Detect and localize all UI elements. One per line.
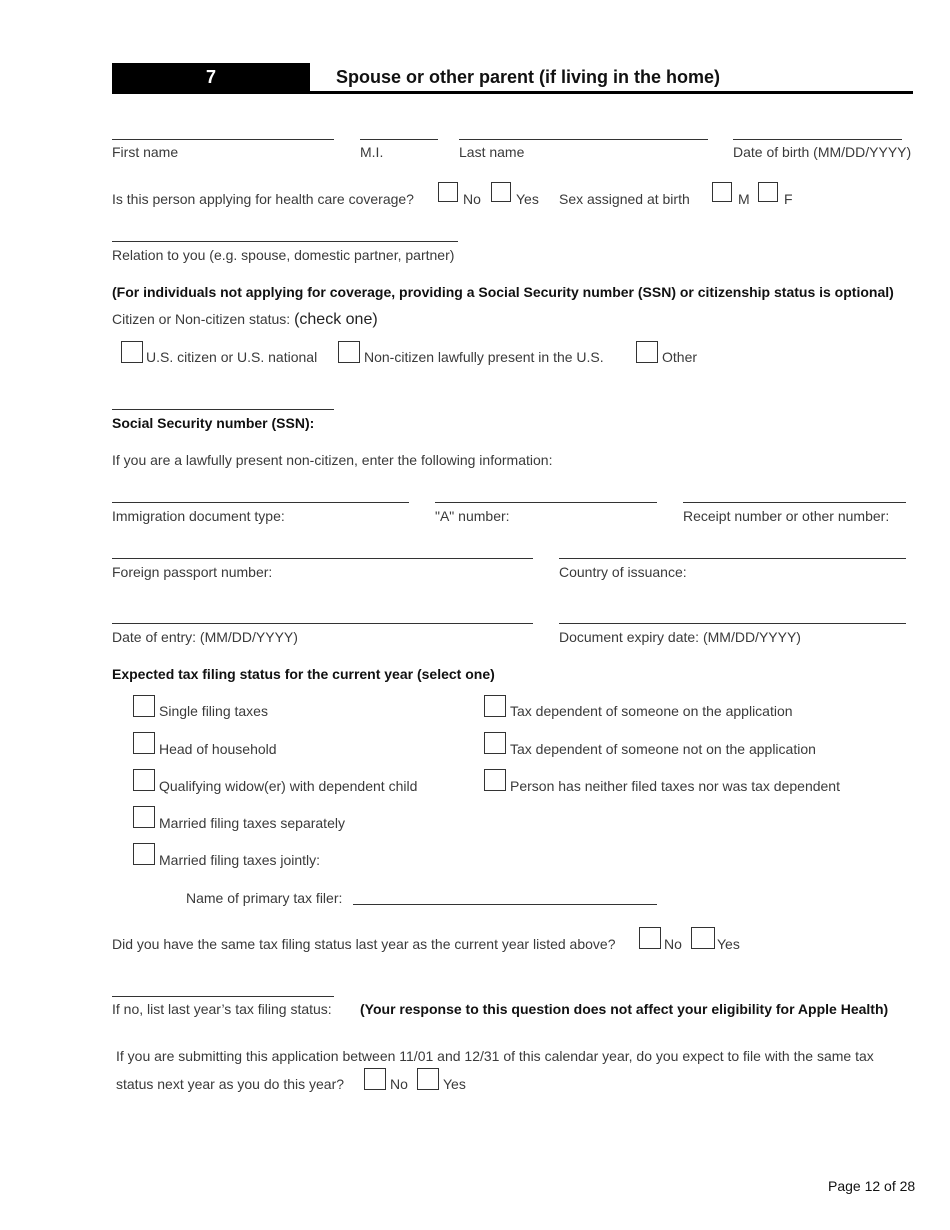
same-status-yes-label: Yes [717,936,740,952]
widow-checkbox[interactable] [133,769,155,791]
last-name-label: Last name [459,144,525,160]
submit-yes-checkbox[interactable] [417,1068,439,1090]
head-household-label: Head of household [159,741,277,757]
entry-date-label: Date of entry: (MM/DD/YYYY) [112,629,298,645]
sex-f-label: F [784,191,793,207]
section-title: Spouse or other parent (if living in the home) [336,67,721,87]
coverage-no-label: No [463,191,481,207]
submit-question-line1: If you are submitting this application between 11/01 and 12/31 of this calendar year, do you expect to file with the same tax [116,1048,874,1064]
coverage-yes-label: Yes [516,191,539,207]
relation-label: Relation to you (e.g. spouse, domestic partner, partner) [112,247,455,263]
sex-m-label: M [738,191,750,207]
sex-f-checkbox[interactable] [758,182,778,202]
ssn-label: Social Security number (SSN): [112,415,315,431]
country-input[interactable] [559,558,906,559]
middle-initial-input[interactable] [360,139,438,140]
optional-note: (For individuals not applying for coverage, providing a Social Security number (SSN) or citizenship status is optional) [112,284,894,300]
same-status-no-label: No [664,936,682,952]
middle-initial-label: M.I. [360,144,384,160]
married-separately-checkbox[interactable] [133,806,155,828]
doc-type-input[interactable] [112,502,409,503]
coverage-question: Is this person applying for health care coverage? [112,191,414,207]
dob-label: Date of birth (MM/DD/YYYY) [733,144,912,160]
coverage-no-checkbox[interactable] [438,182,458,202]
dependent-not-on-app-label: Tax dependent of someone not on the application [510,741,816,757]
same-status-no-checkbox[interactable] [639,927,661,949]
a-number-label: "A" number: [435,508,510,524]
doc-type-label: Immigration document type: [112,508,285,524]
same-status-question: Did you have the same tax filing status last year as the current year listed above? [112,936,616,952]
tax-heading: Expected tax filing status for the current year (select one) [112,666,495,682]
sex-label: Sex assigned at birth [559,191,690,207]
first-name-label: First name [112,144,179,160]
noncitizen-option-checkbox[interactable] [338,341,360,363]
receipt-number-label: Receipt number or other number: [683,508,890,524]
expiry-date-input[interactable] [559,623,906,624]
relation-input[interactable] [112,241,458,242]
section-number: 7 [112,63,310,94]
primary-filer-input[interactable] [353,904,657,905]
country-label: Country of issuance: [559,564,687,580]
ssn-input[interactable] [112,409,334,410]
neither-checkbox[interactable] [484,769,506,791]
widow-label: Qualifying widow(er) with dependent child [159,778,418,794]
citizen-option-checkbox[interactable] [121,341,143,363]
neither-label: Person has neither filed taxes nor was tax dependent [510,778,840,794]
same-status-yes-checkbox[interactable] [691,927,715,949]
section-rule [310,91,913,94]
dependent-not-on-app-checkbox[interactable] [484,732,506,754]
single-filing-checkbox[interactable] [133,695,155,717]
citizen-label-text: Citizen or Non-citizen status: [112,311,295,327]
a-number-input[interactable] [435,502,657,503]
last-year-status-label: If no, list last year’s tax filing status: [112,1001,332,1017]
page-number: Page 12 of 28 [828,1178,916,1194]
last-year-status-input[interactable] [112,996,334,997]
submit-no-checkbox[interactable] [364,1068,386,1090]
receipt-number-input[interactable] [683,502,906,503]
head-household-checkbox[interactable] [133,732,155,754]
other-option-label: Other [662,349,698,365]
primary-filer-label: Name of primary tax filer: [186,890,343,906]
coverage-yes-checkbox[interactable] [491,182,511,202]
submit-question-line2: status next year as you do this year? [116,1076,345,1092]
dependent-on-app-checkbox[interactable] [484,695,506,717]
sex-m-checkbox[interactable] [712,182,732,202]
dependent-on-app-label: Tax dependent of someone on the application [510,703,793,719]
married-separately-label: Married filing taxes separately [159,815,345,831]
entry-date-input[interactable] [112,623,533,624]
citizen-option-label: U.S. citizen or U.S. national [146,349,318,365]
submit-yes-label: Yes [443,1076,466,1092]
citizen-status-label [112,311,378,328]
submit-no-label: No [390,1076,408,1092]
check-one-text: (check one) [294,311,378,328]
last-name-input[interactable] [459,139,708,140]
passport-input[interactable] [112,558,533,559]
other-option-checkbox[interactable] [636,341,658,363]
first-name-input[interactable] [112,139,334,140]
noncitizen-intro: If you are a lawfully present non-citizen, enter the following information: [112,452,553,468]
noncitizen-option-label: Non-citizen lawfully present in the U.S. [364,349,604,365]
eligibility-note: (Your response to this question does not affect your eligibility for Apple Health) [360,1001,889,1017]
expiry-date-label: Document expiry date: (MM/DD/YYYY) [559,629,801,645]
dob-input[interactable] [733,139,902,140]
single-filing-label: Single filing taxes [159,703,268,719]
married-jointly-checkbox[interactable] [133,843,155,865]
passport-label: Foreign passport number: [112,564,273,580]
married-jointly-label: Married filing taxes jointly: [159,852,321,868]
